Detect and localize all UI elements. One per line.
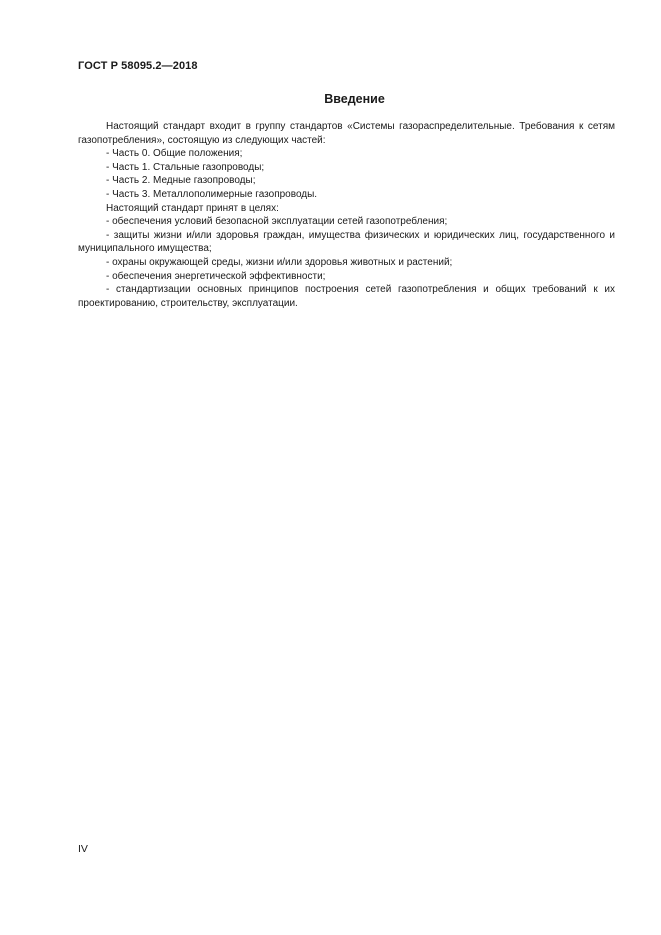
- page-number: IV: [78, 843, 88, 855]
- paragraph: Настоящий стандарт принят в целях:: [106, 202, 279, 214]
- list-item: - охраны окружающей среды, жизни и/или здоровья животных и растений;: [106, 256, 453, 268]
- list-item: - обеспечения условий безопасной эксплуатации сетей газопотребления;: [106, 216, 448, 228]
- paragraph: Настоящий стандарт входит в группу стандартов «Системы газораспределительные. Требования к сетям газопотребления», состоящую из следующих частей:: [78, 121, 615, 146]
- list-item: - защиты жизни и/или здоровья граждан, имущества физических и юридических лиц, государственного и муниципального имущества;: [78, 229, 615, 255]
- list-item: - Часть 0. Общие положения;: [106, 148, 243, 160]
- document-code: ГОСТ Р 58095.2—2018: [78, 60, 198, 72]
- list-item: - Часть 3. Металлополимерные газопроводы.: [106, 188, 318, 200]
- list-item: - Часть 2. Медные газопроводы;: [106, 175, 256, 187]
- body-text: [78, 120, 615, 310]
- list-item: - обеспечения энергетической эффективности;: [106, 270, 326, 282]
- list-item: - стандартизации основных принципов построения сетей газопотребления и общих требований к их проектированию, строительству, эксплуатации.: [78, 284, 615, 309]
- section-title: Введение: [324, 92, 385, 106]
- list-item: - Часть 1. Стальные газопроводы;: [106, 161, 265, 173]
